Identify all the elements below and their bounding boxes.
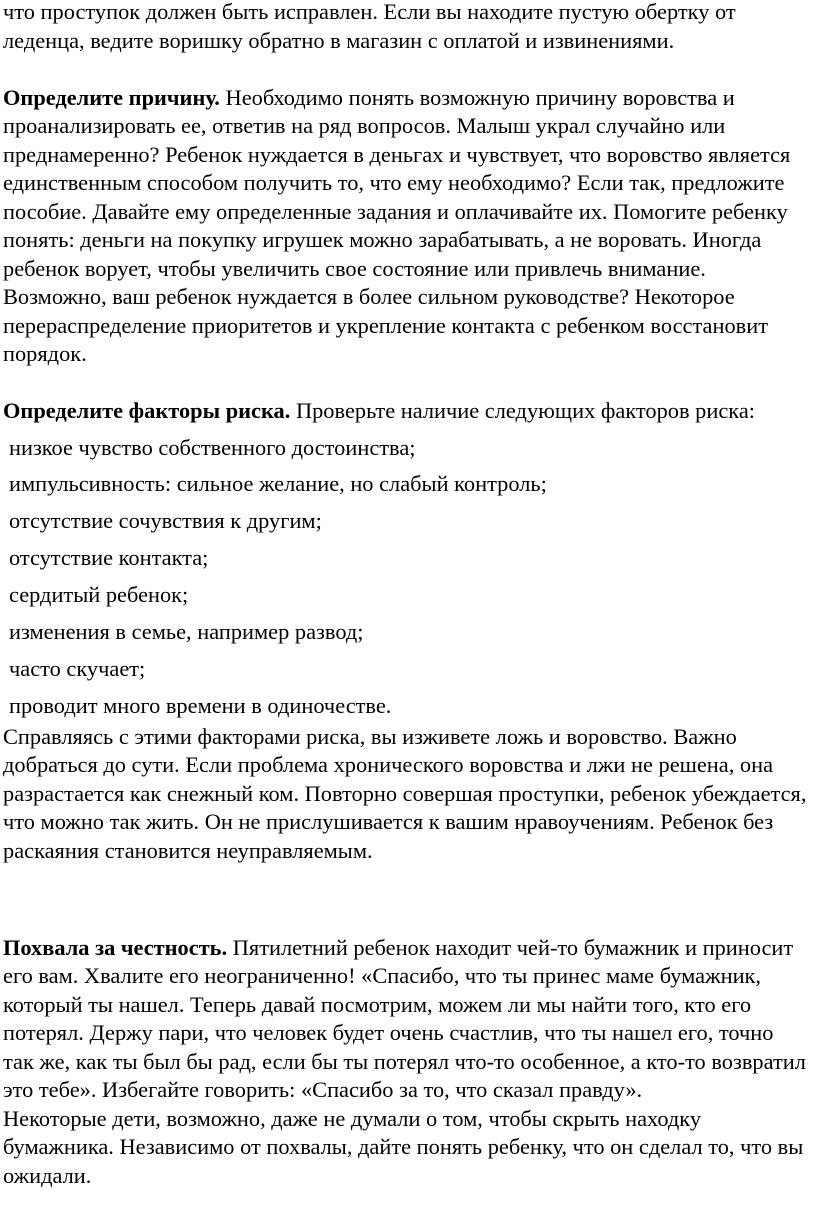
risk-paragraph [3, 397, 809, 426]
list-item: проводит много времени в одиночестве. [9, 692, 392, 718]
list-item: импульсивность: сильное желание, но слабый контроль; [9, 471, 547, 497]
document-page [3, 0, 809, 1190]
intro-paragraph: что проступок должен быть исправлен. Если вы находите пустую обертку от леденца, ведите воришку обратно в магазин с оплатой и извинениями. [3, 0, 736, 53]
cause-body: Необходимо понять возможную причину воровства и проанализировать ее, ответив на ряд вопросов. Малыш украл случайно или преднамеренно? Ребенок нуждается в деньгах и чувствует, что воровство является единственным способом получить то, что ему необходимо? Если так, предложите пособие. Давайте ему определенные задания и оплачивайте их. Помогите ребенку понять: деньги на покупку игрушек можно зарабатывать, а не воровать. Иногда ребенок ворует, чтобы увеличить свое состояние или привлечь внимание. Возможно, ваш ребенок нуждается в более сильном руководстве? Некоторое перераспределение приоритетов и укрепление контакта с ребенком восстановит порядок. [3, 84, 791, 366]
paragraph-spacer [3, 905, 809, 934]
list-item: низкое чувство собственного достоинства; [9, 434, 416, 460]
risk-body: Проверьте наличие следующих факторов риска: [290, 398, 755, 423]
list-item: сердитый ребенок; [9, 582, 189, 608]
paragraph-spacer [3, 55, 809, 84]
list-item: изменения в семье, например развод; [9, 619, 364, 645]
list-item: отсутствие контакта; [9, 545, 209, 571]
praise-heading: Похвала за честность. [3, 934, 228, 960]
risk-conclusion: Справляясь с этими факторами риска, вы изживете ложь и воровство. Важно добраться до сути. Если проблема хронического воровства и лжи не решена, она разрастается как снежный ком. Повторно совершая проступки, ребенок убеждается, что можно так жить. Он не прислушивается к вашим нравоучениям. Ребенок без раскаяния становится неуправляемым. [3, 723, 807, 863]
list-item: часто скучает; [9, 655, 146, 681]
risk-factor-list [3, 430, 809, 725]
paragraph-spacer [3, 865, 809, 905]
praise-paragraph [3, 934, 809, 1105]
risk-heading: Определите факторы риска. [3, 398, 291, 423]
praise-body: Пятилетний ребенок находит чей-то бумажник и приносит его вам. Хвалите его неограниченно! «Спасибо, что ты принес маме бумажник, который ты нашел. Теперь давай посмотрим, можем ли мы найти того, кто его потерял. Держу пари, что человек будет очень счастлив, что ты нашел его, точно так же, как ты был бы рад, если бы ты потерял что-то особенное, а кто-то возвратил это тебе». Избегайте говорить: «Спасибо за то, что сказал правду». [3, 934, 806, 1103]
paragraph-spacer [3, 369, 809, 398]
list-item: отсутствие сочувствия к другим; [9, 508, 322, 534]
cause-heading: Определите причину. [3, 84, 220, 110]
praise-followup: Некоторые дети, возможно, даже не думали о том, чтобы скрыть находку бумажника. Независимо от похвалы, дайте понять ребенку, что он сделал то, что вы ожидали. [3, 1105, 804, 1188]
cause-paragraph [3, 84, 809, 369]
